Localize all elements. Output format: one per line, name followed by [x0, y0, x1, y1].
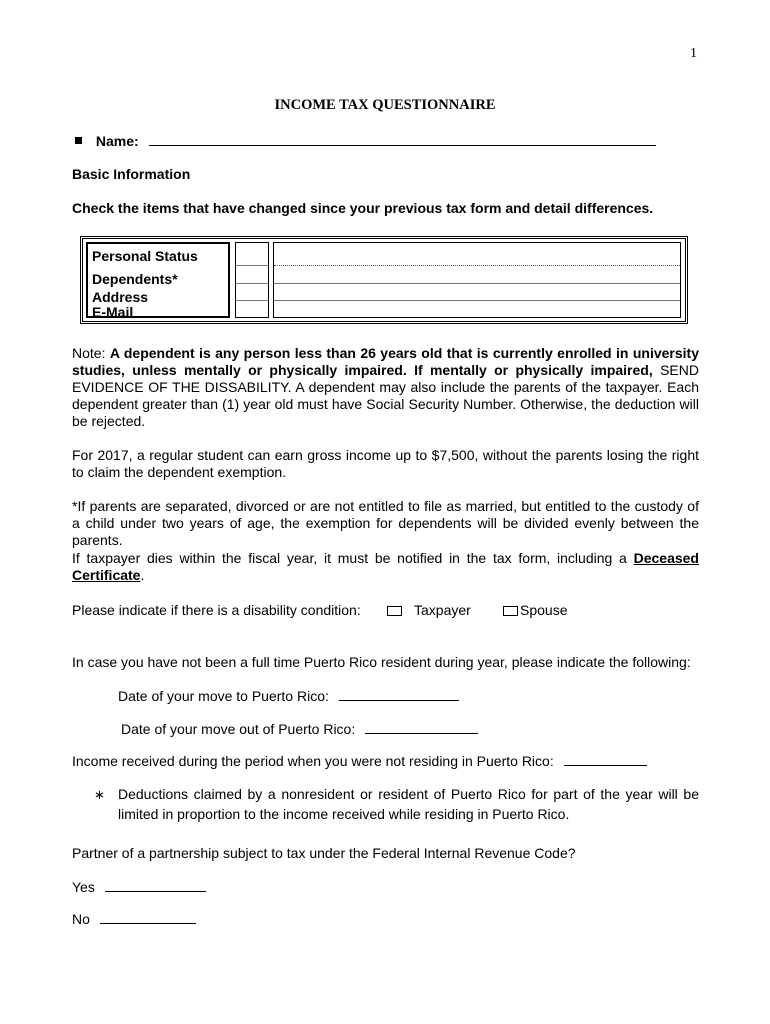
- partnership-no-row: [72, 909, 196, 927]
- deceased-end: .: [140, 567, 145, 583]
- changes-checkbox-column[interactable]: [235, 242, 269, 318]
- changes-details-column[interactable]: [273, 242, 681, 318]
- instruction-text: Check the items that have changed since your previous tax form and detail differences.: [72, 200, 654, 216]
- yes-label: Yes: [72, 879, 95, 895]
- disability-question: Please indicate if there is a disability condition:: [72, 602, 361, 618]
- nonresident-income-row: [72, 751, 647, 769]
- move-out-row: [121, 719, 478, 737]
- residency-intro: In case you have not been a full time Puerto Rico resident during year, please indicate the following:: [72, 654, 691, 670]
- student-paragraph: For 2017, a regular student can earn gross income up to $7,500, without the parents losing the right to claim the dependent exemption.: [72, 447, 699, 480]
- row-label-personal-status: Personal Status: [92, 248, 198, 264]
- square-bullet-icon: [75, 137, 82, 144]
- spouse-option[interactable]: [503, 602, 567, 618]
- deductions-paragraph: Deductions claimed by a nonresident or resident of Puerto Rico for part of the year will be limited in proportion to the income received while residing in Puerto Rico.: [118, 786, 699, 822]
- row-label-dependents: Dependents*: [92, 271, 178, 287]
- taxpayer-option[interactable]: [387, 602, 471, 618]
- name-field[interactable]: [149, 131, 656, 146]
- row-label-email: E-Mail: [92, 304, 134, 320]
- asterisk-bullet-icon: ∗: [94, 787, 105, 802]
- note-bold-text: A dependent is any person less than 26 years old that is currently enrolled in university studies, unless mentally or physically impaired. If mentally or physically impaired,: [72, 345, 699, 378]
- changes-table: [80, 236, 688, 324]
- changes-labels-cell: [86, 242, 230, 318]
- page-number: 1: [690, 46, 697, 61]
- move-out-field[interactable]: [365, 719, 478, 734]
- deceased-certificate-link[interactable]: Deceased Certificate: [72, 550, 699, 583]
- note-rest-text: SEND EVIDENCE OF THE DISSABILITY. A dependent may also include the parents of the taxpayer. Each dependent greater than (1) year old must have Social Security Number. Otherwise, the deduction will be rejected.: [72, 362, 699, 429]
- taxpayer-label: Taxpayer: [414, 602, 471, 618]
- move-out-label: Date of your move out of Puerto Rico:: [121, 721, 356, 737]
- no-label: No: [72, 911, 90, 927]
- row-label-address: Address: [92, 289, 149, 305]
- deceased-paragraph: [72, 550, 699, 584]
- nonresident-income-label: Income received during the period when you were not residing in Puerto Rico:: [72, 753, 554, 769]
- page-title: INCOME TAX QUESTIONNAIRE: [274, 97, 496, 113]
- taxpayer-checkbox[interactable]: [387, 606, 402, 616]
- no-field[interactable]: [100, 909, 196, 924]
- move-to-label: Date of your move to Puerto Rico:: [118, 688, 329, 704]
- name-label: Name:: [95, 133, 139, 149]
- nonresident-income-field[interactable]: [564, 751, 647, 766]
- note-paragraph: [72, 345, 699, 430]
- spouse-checkbox[interactable]: [503, 606, 518, 616]
- yes-field[interactable]: [105, 877, 206, 892]
- name-row: [72, 131, 656, 149]
- partnership-question: Partner of a partnership subject to tax under the Federal Internal Revenue Code?: [72, 845, 576, 861]
- spouse-label: Spouse: [520, 602, 568, 618]
- custody-paragraph: *If parents are separated, divorced or are not entitled to file as married, but entitled to the custody of a child under two years of age, the exemption for dependents will be divided evenly between the parents.: [72, 498, 699, 548]
- partnership-yes-row: [72, 877, 206, 895]
- section-heading: Basic Information: [72, 166, 191, 182]
- move-to-field[interactable]: [339, 686, 459, 701]
- note-label: Note:: [72, 345, 110, 361]
- deceased-text: If taxpayer dies within the fiscal year, it must be notified in the tax form, including a: [72, 550, 634, 566]
- move-to-row: [118, 686, 459, 704]
